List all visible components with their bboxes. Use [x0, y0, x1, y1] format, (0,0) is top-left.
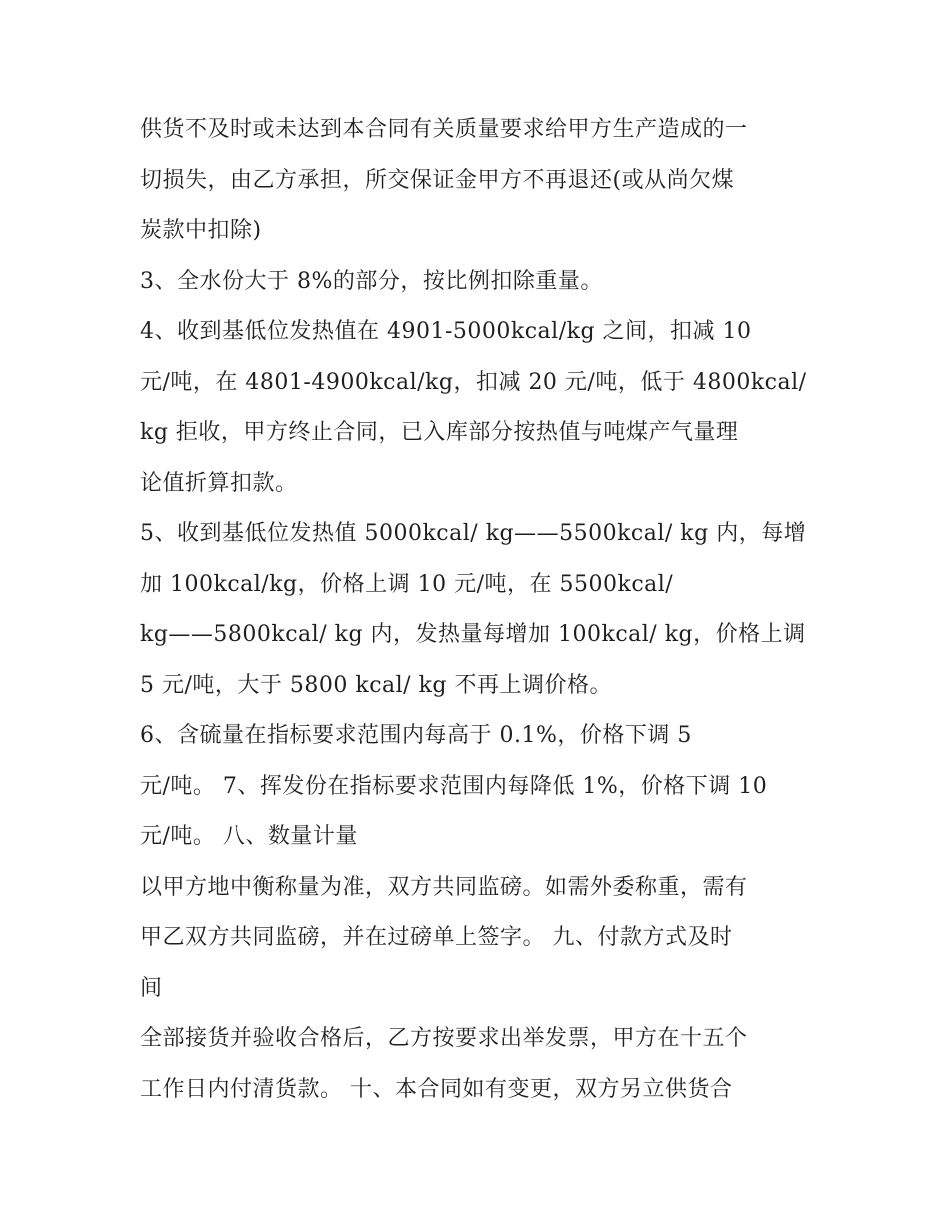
text-line: 4、收到基低位发热值在 4901-5000kcal/kg 之间，扣减 10 — [140, 319, 752, 344]
text-line: 6、含硫量在指标要求范围内每高于 0.1%，价格下调 5 — [140, 723, 692, 748]
text-line: 加 100kcal/kg，价格上调 10 元/吨，在 5500kcal/ — [140, 571, 674, 597]
text-line: 元/吨。 7、挥发份在指标要求范围内每降低 1%，价格下调 10 — [140, 773, 768, 799]
document-body — [140, 110, 830, 1120]
text-line: 5 元/吨，大于 5800 kcal/ kg 不再上调价格。 — [140, 672, 612, 698]
text-line: 论值折算扣款。 — [140, 470, 298, 496]
text-line: 工作日内付清货款。 十、本合同如有变更，双方另立供货合 — [140, 1076, 733, 1102]
text-line: 元/吨。 八、数量计量 — [140, 824, 358, 849]
text-line: kg——5800kcal/ kg 内，发热量每增加 100kcal/ kg，价格上调 — [140, 622, 806, 647]
text-line: 5、收到基低位发热值 5000kcal/ kg——5500kcal/ kg 内，每增 — [140, 521, 807, 546]
text-line: kg 拒收，甲方终止合同，已入库部分按热值与吨煤产气量理 — [140, 420, 739, 445]
text-line: 甲乙双方共同监磅，并在过磅单上签字。 九、付款方式及时 — [140, 925, 733, 950]
text-line: 切损失，由乙方承担，所交保证金甲方不再退还(或从尚欠煤 — [140, 167, 735, 193]
text-line: 3、全水份大于 8%的部分，按比例扣除重量。 — [140, 268, 603, 294]
text-line: 间 — [140, 975, 163, 1001]
text-line: 以甲方地中衡称量为准，双方共同监磅。如需外委称重，需有 — [140, 874, 748, 900]
text-line: 供货不及时或未达到本合同有关质量要求给甲方生产造成的一 — [140, 117, 748, 142]
text-line: 全部接货并验收合格后，乙方按要求出举发票，甲方在十五个 — [140, 1026, 748, 1051]
text-line: 炭款中扣除) — [140, 218, 262, 243]
text-line: 元/吨，在 4801-4900kcal/kg，扣减 20 元/吨，低于 4800kcal/ — [140, 369, 807, 395]
